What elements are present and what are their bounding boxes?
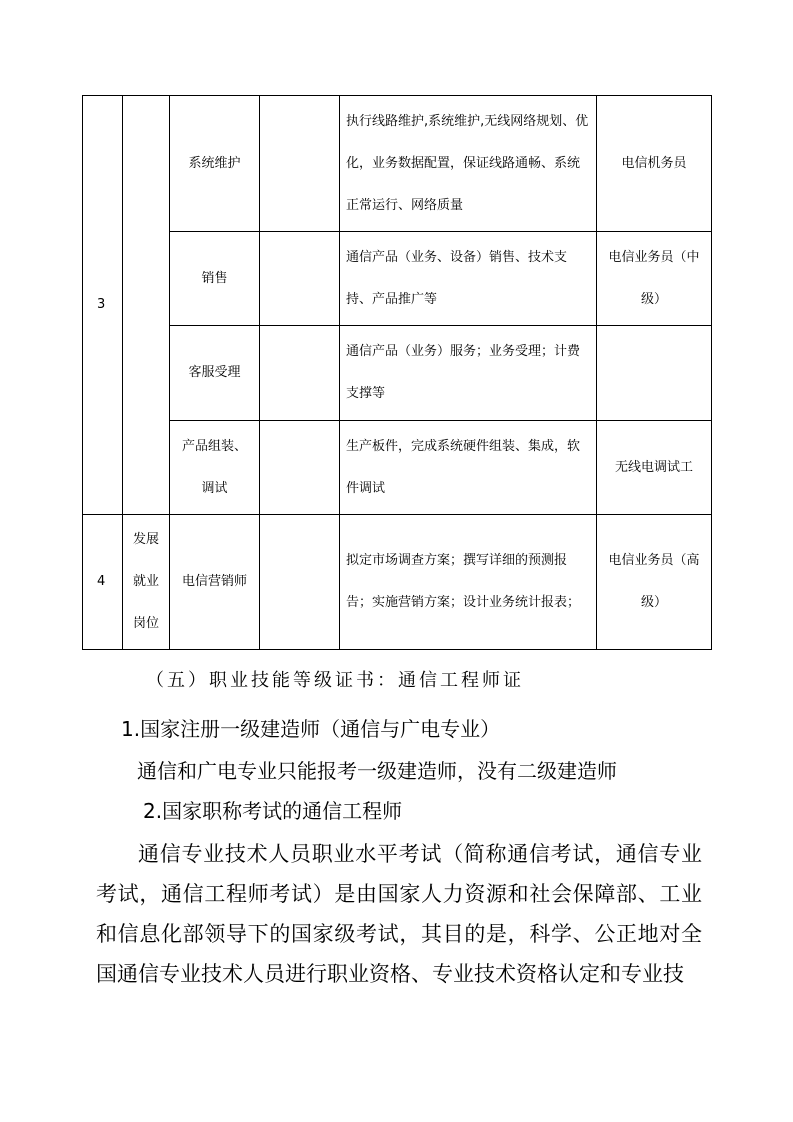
row-number-cell: 4 [83, 515, 123, 650]
certificate-cell: 电信业务员（中级） [597, 232, 712, 326]
blank-cell [260, 515, 340, 650]
duties-cell: 通信产品（业务、设备）销售、技术支持、产品推广等 [340, 232, 597, 326]
job-name-cell: 系统维护 [170, 96, 260, 232]
blank-cell [260, 421, 340, 515]
item2-paragraph: 通信专业技术人员职业水平考试（简称通信考试，通信专业考试，通信工程师考试）是由国家人力资源和社会保障部、工业和信息化部领导下的国家级考试，其目的是，科学、公正地对全国通信专业技术人员进行职业资格、专业技术资格认定和专业技 [96, 842, 702, 986]
job-name-cell: 客服受理 [170, 326, 260, 421]
item1-heading: 1.国家注册一级建造师（通信与广电专业） [121, 717, 501, 741]
certificate-cell: 电信业务员（高级） [597, 515, 712, 650]
certificate-cell [597, 326, 712, 421]
duties-cell: 生产板件，完成系统硬件组装、集成，软件调试 [340, 421, 597, 515]
blank-cell [260, 326, 340, 421]
certificate-cell: 无线电调试工 [597, 421, 712, 515]
category-cell [123, 96, 170, 515]
section-heading: （五）职业技能等级证书：通信工程师证 [146, 670, 524, 691]
table-row [83, 326, 712, 421]
duties-cell: 拟定市场调查方案；撰写详细的预测报告；实施营销方案；设计业务统计报表； [340, 515, 597, 650]
item2-heading: 2.国家职称考试的通信工程师 [143, 799, 403, 823]
table-row [83, 421, 712, 515]
job-table [82, 95, 712, 650]
table-row [83, 515, 712, 650]
blank-cell [260, 96, 340, 232]
job-name-cell: 销售 [170, 232, 260, 326]
row-number-cell: 3 [83, 96, 123, 515]
blank-cell [260, 232, 340, 326]
table-row [83, 232, 712, 326]
certificate-cell: 电信机务员 [597, 96, 712, 232]
table-row [83, 96, 712, 232]
category-cell: 发展就业岗位 [123, 515, 170, 650]
item1-text: 通信和广电专业只能报考一级建造师，没有二级建造师 [137, 759, 617, 783]
duties-cell: 通信产品（业务）服务；业务受理；计费支撑等 [340, 326, 597, 421]
job-name-cell: 产品组装、调试 [170, 421, 260, 515]
duties-cell: 执行线路维护,系统维护,无线网络规划、优化，业务数据配置，保证线路通畅、系统正常运行、网络质量 [340, 96, 597, 232]
job-name-cell: 电信营销师 [170, 515, 260, 650]
